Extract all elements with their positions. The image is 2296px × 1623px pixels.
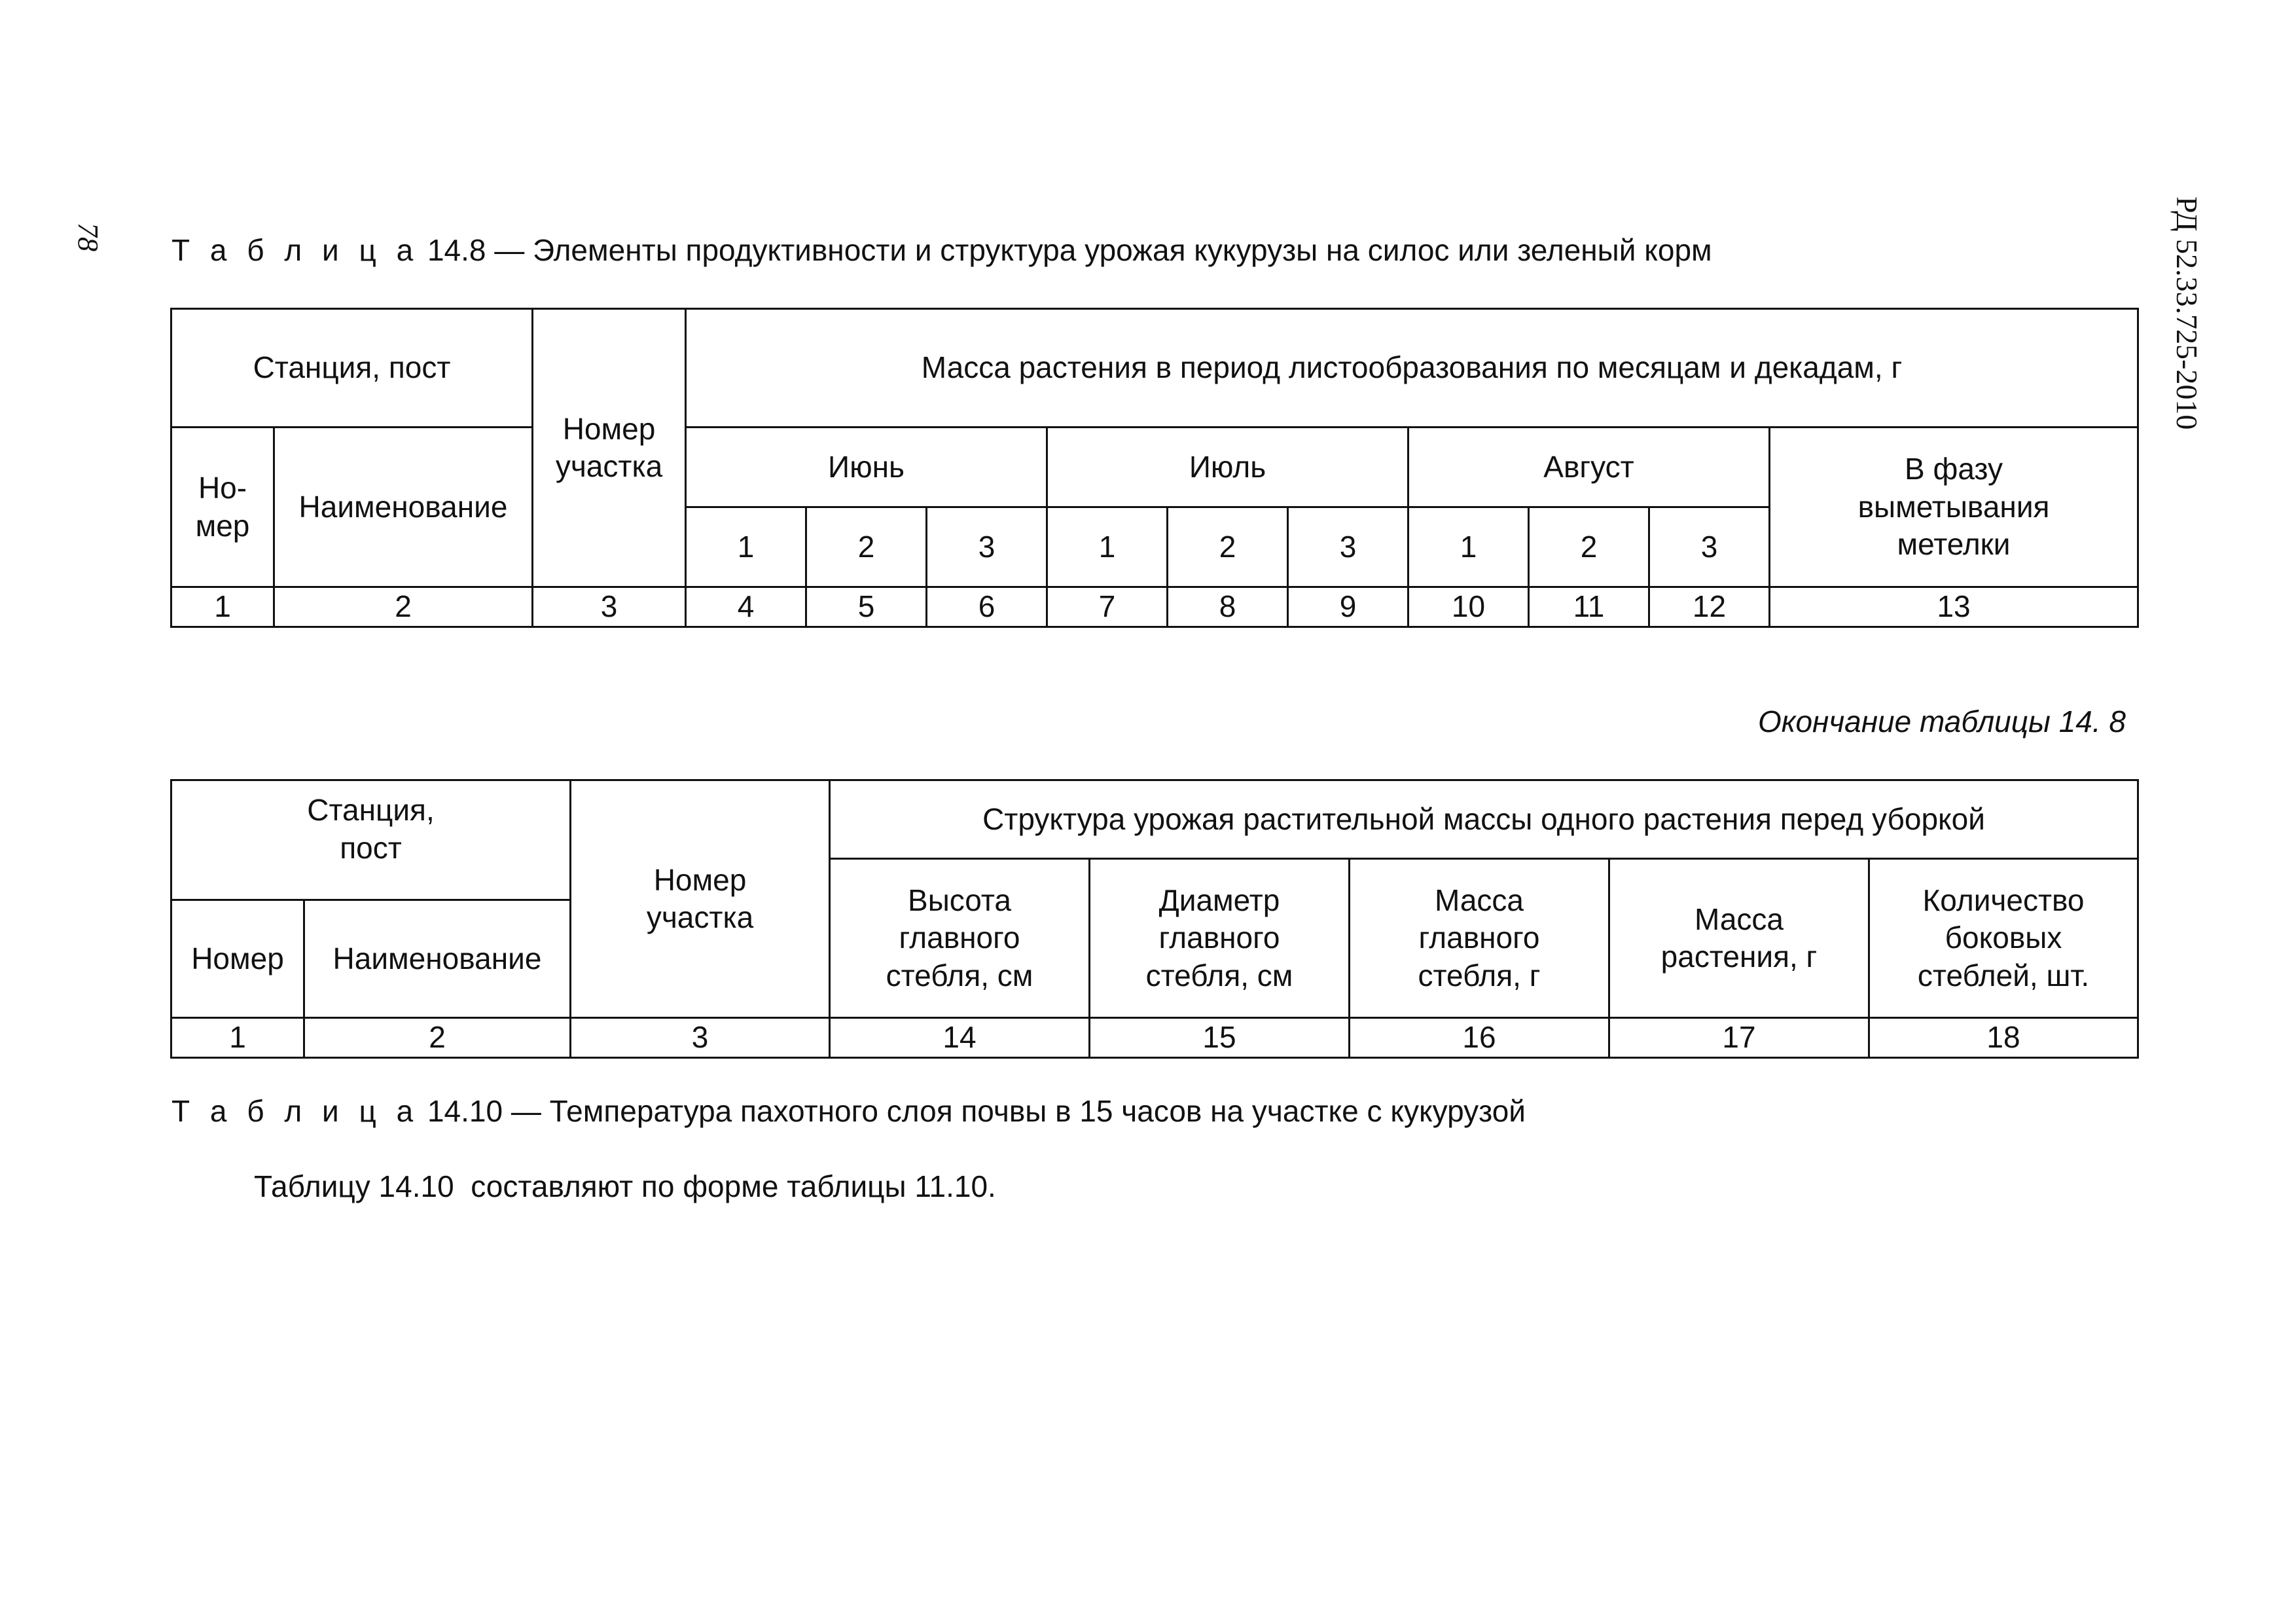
plot-number-header: Номер участка — [571, 780, 830, 1018]
document-code: РД 52.33.725-2010 — [2170, 196, 2204, 430]
column-number: 8 — [1168, 587, 1288, 627]
column-number: 4 — [686, 587, 806, 627]
column-number: 12 — [1649, 587, 1770, 627]
month-june-header: Июнь — [686, 428, 1047, 507]
side-stems-count-header: Количество боковых стеблей, шт. — [1869, 859, 2138, 1018]
station-header-label: Станция, пост — [307, 793, 435, 865]
page-number: 78 — [72, 223, 104, 251]
panicle-phase-header: В фазу выметывания метелки — [1770, 428, 2138, 587]
decade-header: 1 — [1408, 507, 1529, 587]
continuation-label: Окончание таблицы 14. 8 — [1757, 704, 2126, 739]
mass-group-header: Масса растения в период листообразования по месяцам и декадам, г — [686, 309, 2138, 428]
table-14-10-note: Таблицу 14.10 составляют по форме таблицы 11.10. — [254, 1169, 996, 1203]
station-header — [171, 780, 571, 900]
column-number: 9 — [1288, 587, 1408, 627]
decade-header: 2 — [1168, 507, 1288, 587]
column-number: 1 — [171, 587, 274, 627]
decade-header: 2 — [1529, 507, 1649, 587]
column-number: 1 — [171, 1018, 304, 1058]
structure-group-header: Структура урожая растительной массы одного растения перед уборкой — [830, 780, 2138, 859]
column-number: 13 — [1770, 587, 2138, 627]
column-number: 17 — [1609, 1018, 1869, 1058]
month-july-header: Июль — [1047, 428, 1408, 507]
column-number: 18 — [1869, 1018, 2138, 1058]
column-number: 16 — [1350, 1018, 1609, 1058]
caption-word: Т а б л и ц а — [171, 1094, 420, 1128]
station-name-header: Наименование — [304, 900, 571, 1018]
column-number: 14 — [830, 1018, 1090, 1058]
main-stem-mass-header: Масса главного стебля, г — [1350, 859, 1609, 1018]
caption-text: 14.10 — Температура пахотного слоя почвы в 15 часов на участке с кукурузой — [419, 1094, 1526, 1128]
caption-text: 14.8 — Элементы продуктивности и структура урожая кукурузы на силос или зеленый корм — [419, 233, 1712, 267]
plot-number-header: Номер участка — [533, 309, 686, 587]
column-number: 5 — [806, 587, 927, 627]
decade-header: 3 — [927, 507, 1047, 587]
decade-header: 2 — [806, 507, 927, 587]
station-number-header: Номер — [171, 900, 304, 1018]
column-number: 6 — [927, 587, 1047, 627]
column-number: 2 — [304, 1018, 571, 1058]
station-header: Станция, пост — [171, 309, 533, 428]
table-14-8 — [170, 308, 2139, 628]
decade-header: 3 — [1649, 507, 1770, 587]
station-name-header: Наименование — [274, 428, 533, 587]
table-14-8-continuation — [170, 779, 2139, 1059]
decade-header: 1 — [686, 507, 806, 587]
main-stem-diameter-header: Диаметр главного стебля, см — [1090, 859, 1350, 1018]
column-number: 11 — [1529, 587, 1649, 627]
plant-mass-header: Масса растения, г — [1609, 859, 1869, 1018]
table-14-10-caption — [171, 1093, 1526, 1129]
table-14-8-caption — [171, 232, 1712, 268]
decade-header: 3 — [1288, 507, 1408, 587]
decade-header: 1 — [1047, 507, 1168, 587]
column-number: 15 — [1090, 1018, 1350, 1058]
column-number: 2 — [274, 587, 533, 627]
column-number: 3 — [571, 1018, 830, 1058]
column-number: 3 — [533, 587, 686, 627]
caption-word: Т а б л и ц а — [171, 233, 420, 267]
month-august-header: Август — [1408, 428, 1770, 507]
main-stem-height-header: Высота главного стебля, см — [830, 859, 1090, 1018]
column-number: 7 — [1047, 587, 1168, 627]
column-number: 10 — [1408, 587, 1529, 627]
station-number-header: Но-мер — [171, 428, 274, 587]
